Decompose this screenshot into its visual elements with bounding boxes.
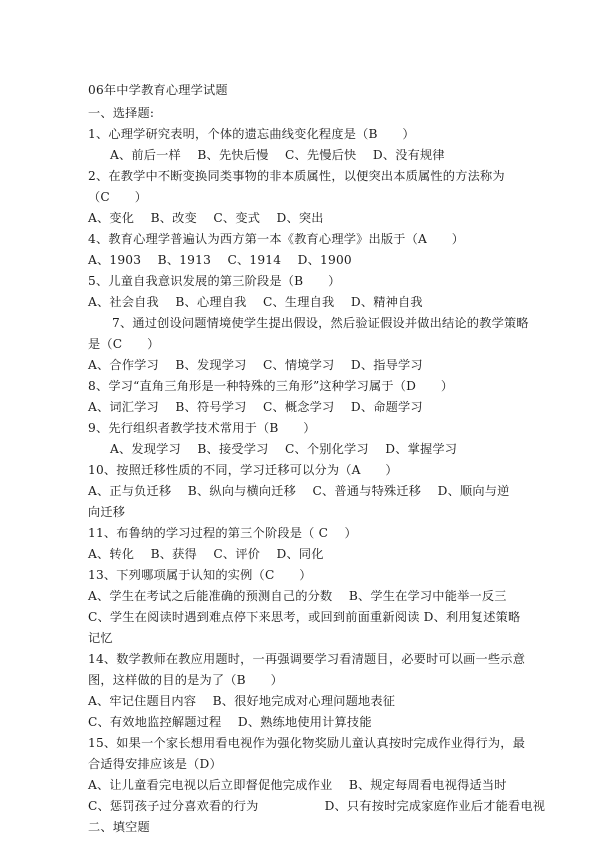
question-line: A、1903 B、1913 C、1914 D、1900 <box>88 252 352 267</box>
question-line: 合适得安排应该是（D） <box>88 756 222 771</box>
question-line: 7、通过创设问题情境使学生提出假设，然后验证假设并做出结论的教学策略 <box>112 315 529 330</box>
question-line: A、发现学习 B、接受学习 C、个别化学习 D、掌握学习 <box>110 441 458 456</box>
question-line: A、让儿童看完电视以后立即督促他完成作业 B、规定每周看电视得适当时 <box>88 777 507 792</box>
question-line: 8、学习“直角三角形是一种特殊的三角形”这种学习属于（D ） <box>88 378 454 393</box>
question-line: A、前后一样 B、先快后慢 C、先慢后快 D、没有规律 <box>110 147 445 162</box>
question-line: 4、教育心理学普遍认为西方第一本《教育心理学》出版于（A ） <box>88 231 465 246</box>
question-line: A、转化 B、获得 C、评价 D、同化 <box>88 546 324 561</box>
question-line: A、学生在考试之后能准确的预测自己的分数 B、学生在学习中能举一反三 <box>88 588 507 603</box>
question-line: 图，这样做的目的是为了（B ） <box>88 672 283 687</box>
section-heading-choice: 一、选择题: <box>88 105 155 120</box>
question-line: A、社会自我 B、心理自我 C、生理自我 D、精神自我 <box>88 294 423 309</box>
question-line: 9、先行组织者教学技术常用于（B ） <box>88 420 316 435</box>
document-title: 06年中学教育心理学试题 <box>88 83 228 97</box>
question-line: 11、布鲁纳的学习过程的第三个阶段是（ C ） <box>88 525 357 540</box>
question-line: （C ） <box>88 189 148 204</box>
question-line: A、变化 B、改变 C、变式 D、突出 <box>88 210 324 225</box>
section-heading-fill: 二、填空题 <box>88 819 150 834</box>
question-line: 记忆 <box>88 630 113 645</box>
question-line: C、学生在阅读时遇到难点停下来思考，或回到前面重新阅读 D、利用复述策略 <box>88 609 521 624</box>
question-line: C、有效地监控解题过程 D、熟练地使用计算技能 <box>88 714 372 729</box>
question-line: 15、如果一个家长想用看电视作为强化物奖励儿童认真按时完成作业得行为，最 <box>88 735 526 750</box>
question-line: 5、儿童自我意识发展的第三阶段是（B ） <box>88 273 341 288</box>
question-line: 向迁移 <box>88 504 126 519</box>
question-line: A、正与负迁移 B、纵向与横向迁移 C、普通与特殊迁移 D、顺向与逆 <box>88 483 510 498</box>
question-line: A、牢记住题目内容 B、很好地完成对心理问题地表征 <box>88 693 396 708</box>
question-line: 2、在教学中不断变换同类事物的非本质属性，以便突出本质属性的方法称为 <box>88 168 505 183</box>
question-line: A、合作学习 B、发现学习 C、情境学习 D、指导学习 <box>88 357 423 372</box>
question-line: 1、心理学研究表明，个体的遗忘曲线变化程度是（B ） <box>88 126 415 141</box>
question-line: 是（C ） <box>88 336 160 351</box>
question-line: C、惩罚孩子过分喜欢看的行为 D、只有按时完成家庭作业后才能看电视 <box>88 798 546 813</box>
question-line: 13、下列哪项属于认知的实例（C ） <box>88 567 312 582</box>
exam-document <box>88 79 546 838</box>
question-line: 14、数学教师在教应用题时，一再强调要学习看清题目，必要时可以画一些示意 <box>88 651 526 666</box>
question-list <box>88 124 546 817</box>
question-line: A、词汇学习 B、符号学习 C、概念学习 D、命题学习 <box>88 399 423 414</box>
question-line: 10、按照迁移性质的不同，学习迁移可以分为（A ） <box>88 462 398 477</box>
